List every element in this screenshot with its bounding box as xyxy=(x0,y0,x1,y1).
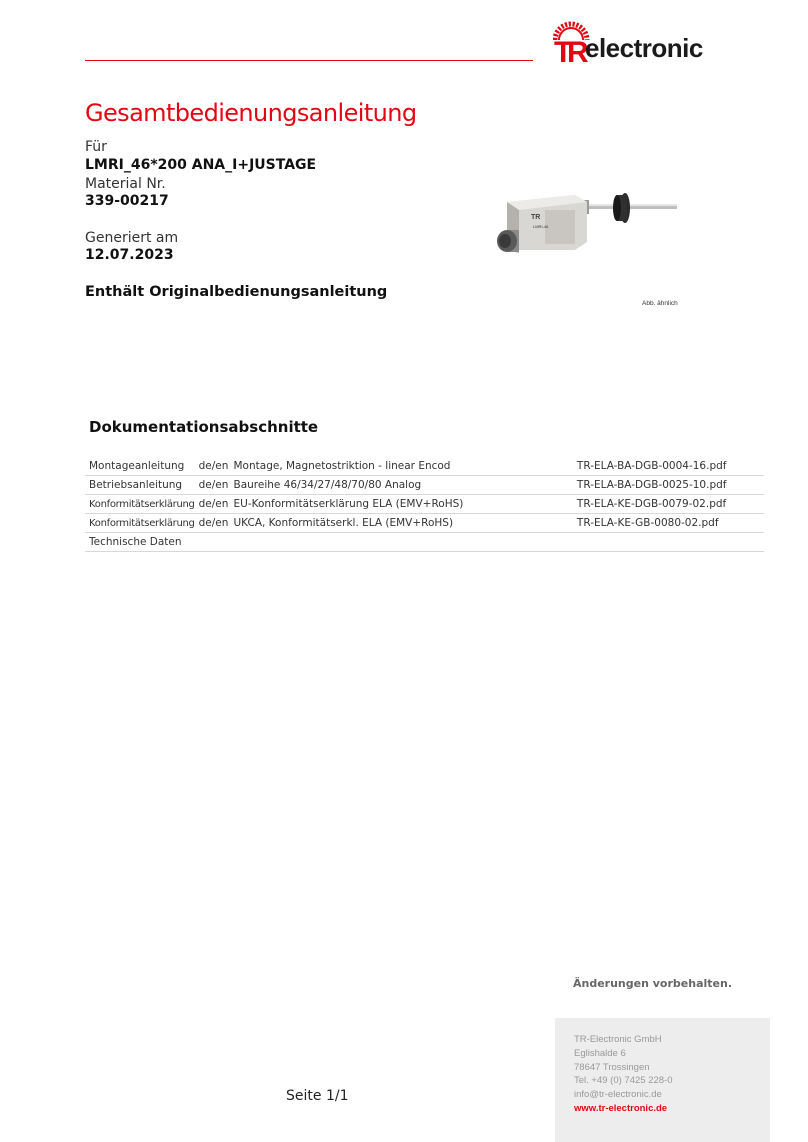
header-divider xyxy=(85,60,533,61)
logo-wordmark: electronic xyxy=(585,33,703,63)
doc-language: de/en xyxy=(195,476,230,495)
doc-file xyxy=(573,533,764,552)
company-email[interactable]: info@tr-electronic.de xyxy=(574,1089,662,1101)
doc-language: de/en xyxy=(195,514,230,533)
company-address-box xyxy=(555,1018,770,1142)
company-phone: Tel. +49 (0) 7425 228-0 xyxy=(574,1075,673,1087)
doc-type: Betriebsanleitung xyxy=(85,476,195,495)
original-manual-note: Enthält Originalbedienungsanleitung xyxy=(85,284,388,300)
company-website-link[interactable]: www.tr-electronic.de xyxy=(574,1102,668,1114)
svg-text:TR: TR xyxy=(531,214,541,221)
svg-text:LMRI-46: LMRI-46 xyxy=(533,224,549,229)
table-row xyxy=(85,476,764,495)
doc-description: UKCA, Konformitätserkl. ELA (EMV+RoHS) xyxy=(230,514,573,533)
table-row xyxy=(85,514,764,533)
doc-language: de/en xyxy=(195,457,230,476)
doc-description: Montage, Magnetostriktion - linear Encod xyxy=(230,457,573,476)
company-street: Eglishalde 6 xyxy=(574,1047,626,1059)
doc-file: TR-ELA-BA-DGB-0004-16.pdf xyxy=(573,457,764,476)
company-city: 78647 Trossingen xyxy=(574,1061,650,1073)
tr-electronic-logo xyxy=(553,17,753,67)
documentation-sections-table xyxy=(85,457,764,552)
generated-label: Generiert am xyxy=(85,230,179,246)
material-label: Material Nr. xyxy=(85,176,166,192)
page-title: Gesamtbedienungsanleitung xyxy=(85,99,417,127)
doc-file: TR-ELA-BA-DGB-0025-10.pdf xyxy=(573,476,764,495)
doc-type: Montageanleitung xyxy=(85,457,195,476)
for-label: Für xyxy=(85,139,107,155)
doc-description xyxy=(230,533,573,552)
material-number: 339-00217 xyxy=(85,193,169,209)
doc-file: TR-ELA-KE-GB-0080-02.pdf xyxy=(573,514,764,533)
doc-type: Technische Daten xyxy=(85,533,195,552)
table-row xyxy=(85,533,764,552)
doc-type: Konformitätserklärung xyxy=(85,495,195,514)
table-row xyxy=(85,457,764,476)
table-row xyxy=(85,495,764,514)
doc-type: Konformitätserklärung xyxy=(85,514,195,533)
image-caption: Abb. ähnlich xyxy=(642,300,678,307)
company-name: TR-Electronic GmbH xyxy=(574,1034,662,1045)
doc-description: Baureihe 46/34/27/48/70/80 Analog xyxy=(230,476,573,495)
sections-heading: Dokumentationsabschnitte xyxy=(89,418,319,436)
page-number: Seite 1/1 xyxy=(286,1088,349,1104)
doc-language xyxy=(195,533,230,552)
doc-file: TR-ELA-KE-DGB-0079-02.pdf xyxy=(573,495,764,514)
doc-language: de/en xyxy=(195,495,230,514)
generated-date: 12.07.2023 xyxy=(85,247,174,263)
svg-text:R: R xyxy=(567,36,589,67)
product-name: LMRI_46*200 ANA_I+JUSTAGE xyxy=(85,157,317,173)
doc-description: EU-Konformitätserklärung ELA (EMV+RoHS) xyxy=(230,495,573,514)
product-image xyxy=(485,150,678,300)
svg-text:T: T xyxy=(554,36,573,67)
changes-reserved-note: Änderungen vorbehalten. xyxy=(573,977,733,990)
